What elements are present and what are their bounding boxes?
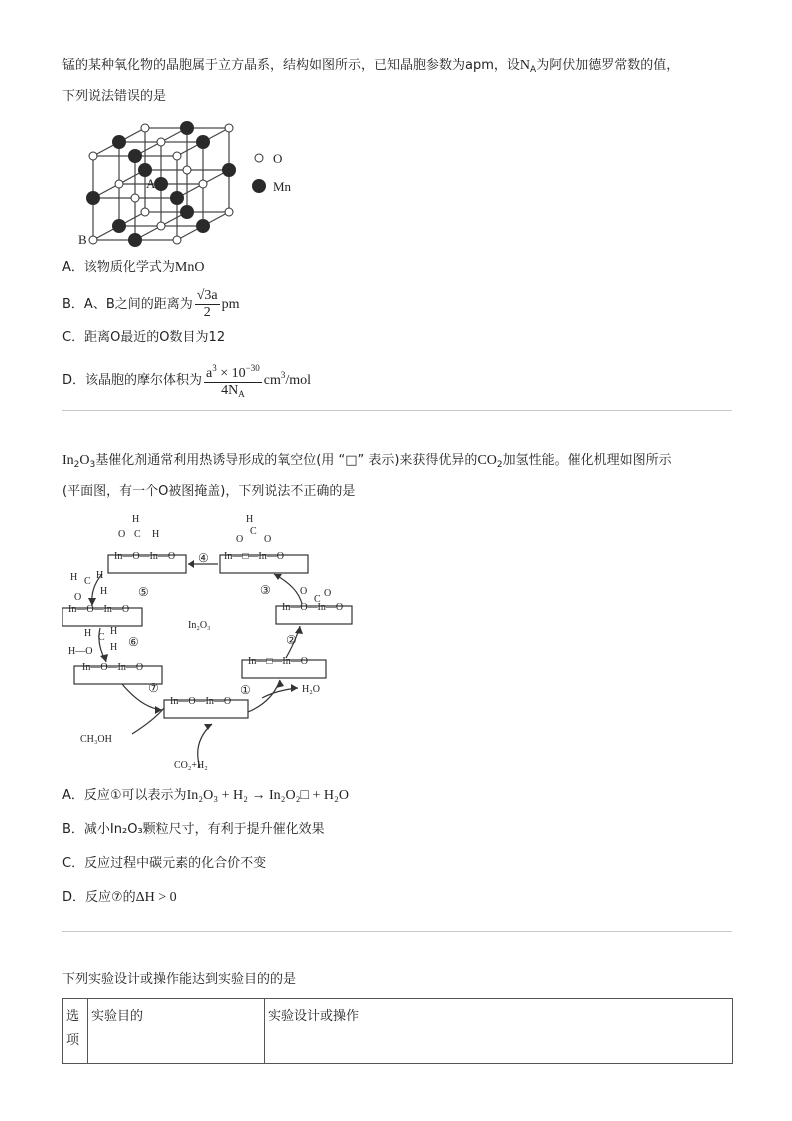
q1-stem-line1: 锰的某种氧化物的晶胞属于立方晶系，结构如图所示，已知晶胞参数为apm，设$N_A$为阿伏加德罗常数的值， — [62, 58, 680, 75]
svg-text:⑥: ⑥ — [128, 635, 139, 649]
col-operation: 实验设计或操作 — [265, 999, 733, 1064]
label-b: B — [78, 232, 87, 247]
q2-stem-line1: $In_2O_3$基催化剂通常利用热诱导形成的氧空位(用 “□” 表示)来获得优异的$CO_2$加氢性能。催化机理如图所示 — [62, 453, 672, 470]
svg-text:O: O — [118, 529, 126, 540]
q2-stem-line2: (平面图，有一个O被图掩盖)，下列说法不正确的是 — [62, 484, 356, 499]
svg-text:⑦: ⑦ — [148, 681, 159, 695]
q2-option-d: D．反应⑦的ΔH > 0 — [62, 890, 177, 905]
divider-2 — [62, 931, 732, 932]
catalytic-cycle-figure — [62, 512, 362, 777]
svg-text:③: ③ — [260, 583, 271, 597]
fraction-molar-volume: $\frac{a^3 \times 10^{-30}}{4N_A}$ — [204, 360, 262, 402]
svg-text:④: ④ — [198, 551, 209, 565]
q2-option-b: B．减小In₂O₃颗粒尺寸，有利于提升催化效果 — [62, 822, 325, 837]
svg-text:O: O — [300, 586, 308, 597]
svg-text:CH₃OH: CH₃OH — [80, 734, 112, 745]
svg-text:In—O—In—O: In—O—In—O — [170, 696, 232, 707]
q1-option-c: C．距离O最近的O数目为12 — [62, 330, 226, 345]
svg-text:O: O — [236, 534, 244, 545]
svg-text:H: H — [246, 514, 254, 525]
q2-option-c: C．反应过程中碳元素的化合价不变 — [62, 856, 267, 871]
svg-text:In—O—In—O: In—O—In—O — [114, 551, 176, 562]
q3-stem: 下列实验设计或操作能达到实验目的的是 — [62, 972, 297, 987]
svg-text:C: C — [134, 529, 141, 540]
svg-text:In—O—In—O: In—O—In—O — [82, 662, 144, 673]
crystal-structure-figure — [78, 118, 308, 248]
svg-text:In—□—In—O: In—□—In—O — [248, 656, 308, 667]
q2-option-a: A．反应①可以表示为In₂O₃ + H₂ → In₂O₂□ + H₂O — [62, 788, 349, 803]
svg-text:H₂O: H₂O — [302, 684, 320, 695]
svg-text:O: O — [74, 592, 82, 603]
divider-1 — [62, 410, 732, 411]
svg-text:H: H — [100, 586, 108, 597]
svg-text:①: ① — [240, 683, 251, 697]
svg-text:H: H — [70, 572, 78, 583]
experiment-table — [62, 998, 733, 1064]
svg-text:H: H — [84, 628, 92, 639]
svg-text:H: H — [132, 514, 140, 525]
col-purpose: 实验目的 — [88, 999, 265, 1064]
svg-text:⑤: ⑤ — [138, 585, 149, 599]
svg-text:H—O: H—O — [68, 646, 93, 657]
svg-text:C: C — [84, 576, 91, 587]
svg-text:C: C — [314, 594, 321, 605]
svg-text:CO₂+H₂: CO₂+H₂ — [174, 760, 208, 771]
svg-text:C: C — [98, 632, 105, 643]
svg-text:H: H — [110, 626, 118, 637]
label-a: A — [146, 176, 156, 191]
svg-text:In—O—In—O: In—O—In—O — [282, 602, 344, 613]
q1-option-d: D．该晶胞的摩尔体积为 $\frac{a^3 \times 10^{-30}}{4N_A}$ $cm^3$/mol — [62, 356, 311, 402]
svg-text:H: H — [96, 570, 104, 581]
q1-option-a: A．该物质化学式为MnO — [62, 260, 205, 275]
svg-text:C: C — [250, 526, 257, 537]
svg-text:In—□—In—O: In—□—In—O — [224, 551, 284, 562]
table-header-row — [63, 999, 733, 1064]
fraction-ab: $\frac{√3a}{2}$ — [196, 288, 218, 320]
svg-text:O: O — [264, 534, 272, 545]
legend-mn: Mn — [273, 179, 292, 194]
q1-stem-line2: 下列说法错误的是 — [62, 89, 167, 104]
legend-o: O — [273, 151, 283, 166]
svg-text:H: H — [152, 529, 160, 540]
svg-text:In—O—In—O: In—O—In—O — [68, 604, 130, 615]
q1-option-b: B．A、B之间的距离为 $\frac{√3a}{2}$ pm — [62, 288, 240, 320]
svg-text:H: H — [110, 642, 118, 653]
svg-text:②: ② — [286, 633, 297, 647]
col-option: 选项 — [63, 999, 88, 1064]
svg-text:O: O — [324, 588, 332, 599]
svg-text:In₂O₃: In₂O₃ — [188, 620, 211, 631]
